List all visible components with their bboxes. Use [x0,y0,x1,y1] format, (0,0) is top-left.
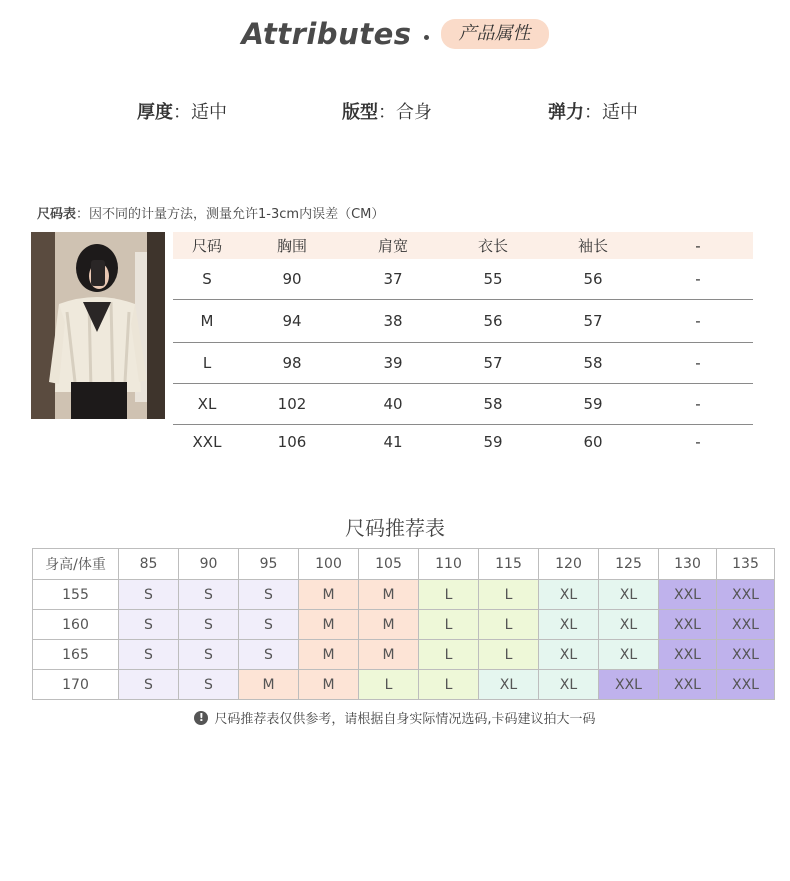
attribute-fit: 版型：合身 [342,102,432,123]
recommended-size-cell: M [359,610,419,640]
size-cell: 56 [543,259,643,299]
size-table-row [173,383,753,424]
recommended-size-cell: XL [539,640,599,670]
recommended-size-cell: L [419,580,479,610]
size-cell: 58 [443,383,543,424]
attribute-value: 合身 [396,102,432,123]
header-title: Attributes [241,17,412,51]
size-table-row [173,299,753,342]
recommended-size-cell: S [119,640,179,670]
recommended-size-cell: XXL [717,610,775,640]
size-header-cell: 衣长 [443,232,543,259]
size-cell: - [643,383,753,424]
recommendation-row [33,610,775,640]
recommended-size-cell: XL [539,580,599,610]
exclamation-icon: ! [194,711,208,725]
recommended-size-cell: S [239,580,299,610]
size-table-row [173,259,753,299]
height-cell: 155 [33,580,119,610]
size-cell: XL [173,383,241,424]
recommended-size-cell: M [299,580,359,610]
recommended-size-cell: XL [479,670,539,700]
recommended-size-cell: XXL [599,670,659,700]
header-pill: 产品属性 [441,19,549,49]
size-cell: 59 [543,383,643,424]
recommended-size-cell: L [359,670,419,700]
size-table-header [173,232,753,259]
size-cell: - [695,433,701,452]
weight-header: 85 [119,549,179,580]
recommended-size-cell: M [359,640,419,670]
model-illustration [31,232,165,419]
recommended-size-cell: S [119,580,179,610]
attribute-key: 弹力 [548,102,584,123]
recommended-size-cell: XL [599,610,659,640]
recommended-size-cell: M [359,580,419,610]
recommended-size-cell: XL [599,580,659,610]
height-cell: 165 [33,640,119,670]
size-cell: 59 [483,433,503,452]
recommendation-table [32,548,775,700]
attribute-elasticity: 弹力：适中 [548,102,638,123]
size-cell: 57 [543,299,643,342]
recommended-size-cell: XXL [659,580,717,610]
attribute-value: 适中 [191,102,227,123]
size-header-cell: 胸围 [241,232,343,259]
recommended-size-cell: XL [539,670,599,700]
recommended-size-cell: M [299,610,359,640]
size-cell: 55 [443,259,543,299]
recommended-size-cell: M [299,640,359,670]
recommended-size-cell: S [119,670,179,700]
disclaimer [0,708,790,727]
size-header-cell: 尺码 [173,232,241,259]
attributes-row [0,98,790,128]
recommendation-row [33,640,775,670]
recommended-size-cell: M [299,670,359,700]
size-cell: 98 [241,342,343,383]
size-cell: 40 [343,383,443,424]
weight-header: 90 [179,549,239,580]
recommended-size-cell: XXL [717,670,775,700]
weight-header: 115 [479,549,539,580]
product-photo [31,232,165,419]
size-cell: 37 [343,259,443,299]
size-note-label: 尺码表 [37,207,77,222]
recommended-size-cell: L [419,640,479,670]
recommendation-title: 尺码推荐表 [345,516,445,540]
size-table [173,232,753,460]
size-cell: 38 [343,299,443,342]
size-cell: S [173,259,241,299]
recommended-size-cell: XXL [717,640,775,670]
weight-header: 100 [299,549,359,580]
recommended-size-cell: S [119,610,179,640]
recommended-size-cell: S [179,580,239,610]
attribute-value: 适中 [602,102,638,123]
recommended-size-cell: L [479,640,539,670]
recommendation-row [33,670,775,700]
recommendation-row [33,580,775,610]
size-table-row [173,424,753,460]
recommended-size-cell: XXL [659,640,717,670]
weight-header: 105 [359,549,419,580]
size-note-text: 因不同的计量方法，测量允许1-3cm内误差（CM） [89,207,385,222]
recommended-size-cell: S [179,610,239,640]
recommended-size-cell: S [179,670,239,700]
recommended-size-cell: S [239,640,299,670]
size-cell: 90 [241,259,343,299]
weight-header: 135 [717,549,775,580]
size-cell: 41 [383,433,403,452]
recommended-size-cell: L [419,670,479,700]
size-cell: L [173,342,241,383]
recommendation-header [33,549,775,580]
recommendation-corner: 身高/体重 [33,549,119,580]
height-cell: 170 [33,670,119,700]
recommended-size-cell: XL [539,610,599,640]
size-cell: 94 [241,299,343,342]
recommended-size-cell: M [239,670,299,700]
size-cell: 60 [583,433,603,452]
recommended-size-cell: XXL [659,610,717,640]
size-cell: - [643,342,753,383]
weight-header: 120 [539,549,599,580]
size-cell: 102 [241,383,343,424]
weight-header: 125 [599,549,659,580]
recommended-size-cell: S [179,640,239,670]
size-cell: M [173,299,241,342]
size-cell: 56 [443,299,543,342]
weight-header: 110 [419,549,479,580]
size-cell: 106 [277,433,307,452]
size-cell: 57 [443,342,543,383]
attribute-key: 版型 [342,102,378,123]
recommended-size-cell: XXL [659,670,717,700]
recommended-size-cell: XXL [717,580,775,610]
attribute-thickness: 厚度：适中 [137,102,227,123]
size-header-cell: 肩宽 [343,232,443,259]
disclaimer-text: 尺码推荐表仅供参考，请根据自身实际情况选码,卡码建议拍大一码 [214,712,596,727]
size-cell: - [643,299,753,342]
header [0,12,790,56]
size-header-cell: - [643,232,753,259]
size-table-row [173,342,753,383]
attribute-key: 厚度 [137,102,173,123]
size-header-cell: 袖长 [543,232,643,259]
size-note: 尺码表：因不同的计量方法，测量允许1-3cm内误差（CM） [37,207,385,222]
recommended-size-cell: XL [599,640,659,670]
height-cell: 160 [33,610,119,640]
weight-header: 95 [239,549,299,580]
recommended-size-cell: L [419,610,479,640]
header-dot [424,35,429,40]
recommended-size-cell: S [239,610,299,640]
size-cell: 58 [543,342,643,383]
weight-header: 130 [659,549,717,580]
size-cell: - [643,259,753,299]
recommended-size-cell: L [479,610,539,640]
recommended-size-cell: L [479,580,539,610]
size-cell: 39 [343,342,443,383]
size-cell: XXL [192,433,222,452]
